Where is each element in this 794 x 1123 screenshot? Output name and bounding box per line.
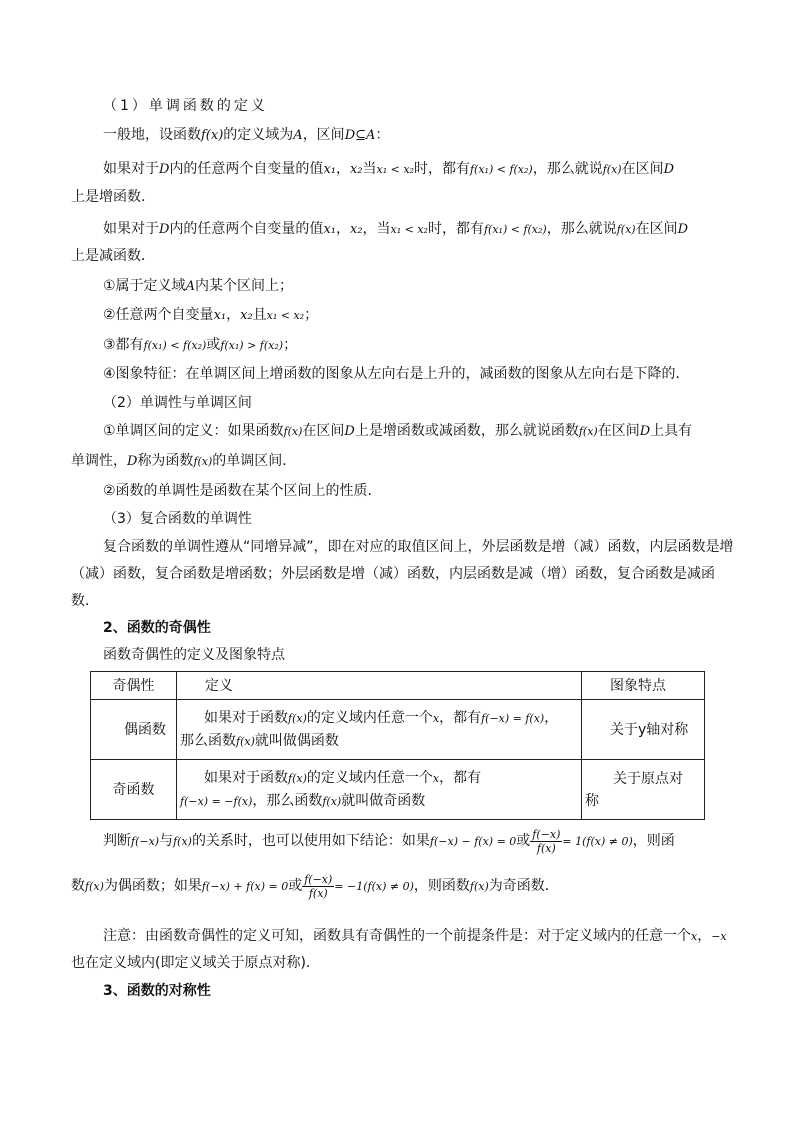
odd-function-cell: 奇函数 [91,760,177,820]
even-graph-cell: 关于y轴对称 [582,700,705,760]
odd-definition-cell: 如果对于函数f(x)的定义域内任意一个x，都有 f(−x) = −f(x)，那么函数f(x)就叫做奇函数 [177,760,582,820]
fraction-odd: $\frac{f(-x)}{f(x)}$ [304,872,333,900]
sec2-heading: 2、函数的奇偶性 [103,620,211,636]
point-4: ④图象特征：在单调区间上增函数的图象从左向右是上升的，减函数的图象从左向右是下降的． [103,366,690,382]
s2-title: （2）单调性与单调区间 [103,395,252,411]
increasing-def-line2: 上是增函数． [71,189,155,205]
even-definition-cell: 如果对于函数f(x)的定义域内任意一个x，都有f(−x) = f(x)， 那么函数f(x)就叫做偶函数 [177,700,582,760]
decreasing-def-line1: 如果对于D内的任意两个自变量的值x₁，x₂，当x₁ < x₂时，都有f(x₁) < f(x₂)，那么就说f(x)在区间D [103,221,689,237]
even-function-cell: 偶函数 [91,700,177,760]
judge-line2: 数f(x)为偶函数；如果f(−x) + f(x) = 0或 $\frac{f(-x)}{f(x)}$ = −1(f(x) ≠ 0)，则函数f(x)为奇函数． [71,872,559,900]
point-1: ①属于定义域A内某个区间上； [103,278,293,294]
note-line1: 注意：由函数奇偶性的定义可知，函数具有奇偶性的一个前提条件是：对于定义域内的任意一个x，−x [103,928,727,944]
s2-p1-line1: ①单调区间的定义：如果函数f(x)在区间D上是增函数或减函数，那么就说函数f(x)在区间D上具有 [103,423,693,439]
s3-line3: 数. [71,593,90,609]
header-parity: 奇偶性 [91,672,177,700]
s3-line2: （减）函数，复合函数是增函数；外层函数是增（减）函数，内层函数是减（增）函数，复合函数是减函 [71,566,715,582]
sec2-subheading: 函数奇偶性的定义及图象特点 [103,647,285,663]
fraction-even: $\frac{f(-x)}{f(x)}$ [532,827,561,855]
parity-table [90,671,705,820]
decreasing-def-line2: 上是减函数． [71,248,155,264]
s1-intro: 一般地，设函数f(x)的定义域为A，区间D⊆A： [103,127,390,143]
note-line2: 也在定义域内(即定义域关于原点对称)． [71,955,320,971]
s3-title: （3）复合函数的单调性 [103,511,252,527]
s1-title: （1）单调函数的定义 [103,98,268,114]
header-definition: 定义 [177,672,582,700]
s2-p2: ②函数的单调性是函数在某个区间上的性质． [103,483,382,499]
point-2: ②任意两个自变量x₁，x₂且x₁ < x₂； [103,307,319,323]
sec3-heading: 3、函数的对称性 [103,983,211,999]
increasing-def-line1: 如果对于D内的任意两个自变量的值x₁，x₂当x₁ < x₂时，都有f(x₁) < f(x₂)，那么就说f(x)在区间D [103,161,675,177]
table-row-even [91,700,705,760]
table-header-row [91,672,705,700]
header-graph-feature: 图象特点 [582,672,705,700]
s3-line1: 复合函数的单调性遵从“同增异减”，即在对应的取值区间上，外层函数是增（减）函数，内层函数是增 [103,539,734,555]
table-row-odd [91,760,705,820]
point-3: ③都有f(x₁) < f(x₂)或f(x₁) > f(x₂)； [103,337,298,353]
s2-p1-line2: 单调性，D称为函数f(x)的单调区间． [71,453,297,469]
odd-graph-cell: 关于原点对 称 [582,760,705,820]
judge-line1: 判断f(−x)与f(x)的关系时，也可以使用如下结论：如果f(−x) − f(x) = 0或 $\frac{f(-x)}{f(x)}$ = 1(f(x) ≠ 0)，则函 [103,827,675,855]
